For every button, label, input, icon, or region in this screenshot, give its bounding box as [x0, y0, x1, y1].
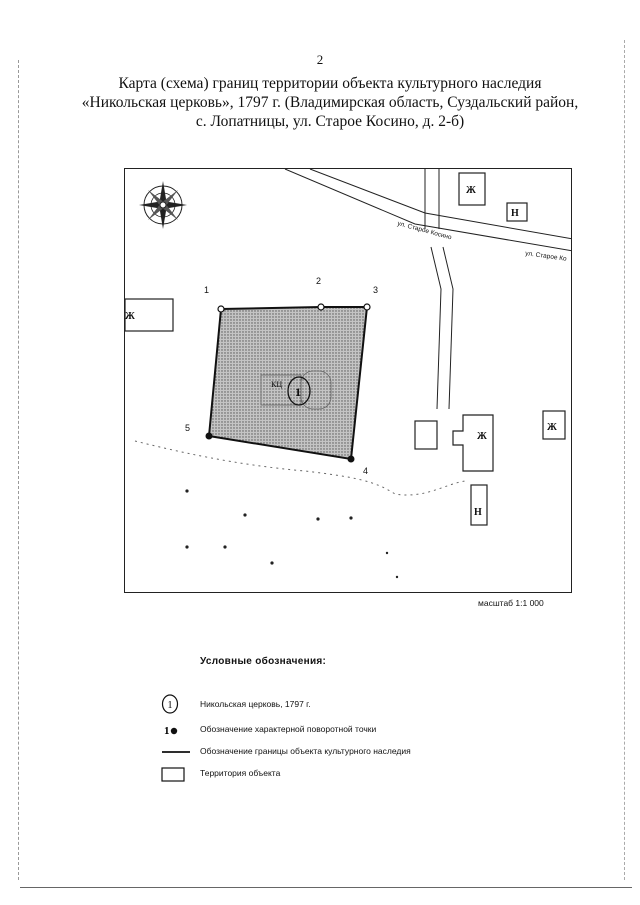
legend-text: Обозначение характерной поворотной точки — [200, 724, 377, 734]
point-label-3: 3 — [373, 285, 379, 295]
legend-text: Территория объекта — [200, 768, 281, 778]
turning-point — [218, 306, 224, 312]
title-line-1: Карта (схема) границ территории объекта культурного наследия — [118, 75, 542, 92]
building-letter: Ж — [547, 422, 557, 433]
territory-box-icon — [160, 762, 200, 784]
turning-point — [206, 433, 213, 440]
legend-marker: 1 — [167, 700, 173, 711]
building-letter: Ж — [477, 431, 487, 442]
circle-number-icon — [160, 693, 200, 715]
territory-polygon — [209, 307, 367, 459]
legend-text: Никольская церковь, 1797 г. — [200, 699, 311, 709]
building-zh-right — [543, 411, 565, 439]
boundary-line-icon — [160, 740, 200, 762]
legend-item-turning-point — [160, 718, 376, 740]
terrain-dots — [185, 489, 398, 578]
church-letters: КЦ — [271, 380, 283, 389]
page-bottom-line — [20, 887, 632, 888]
page-number: 2 — [316, 52, 324, 67]
legend-item-territory — [160, 762, 280, 784]
title-line-3: с. Лопатницы, ул. Старое Косино, д. 2-б) — [195, 113, 465, 130]
map-frame — [124, 168, 572, 593]
point-label-1: 1 — [204, 285, 210, 295]
building-letter: Н — [511, 208, 519, 219]
map-canvas — [125, 169, 572, 593]
building-letter: Н — [474, 507, 482, 518]
object-marker-number: 1 — [295, 385, 301, 399]
legend-title: Условные обозначения: — [200, 656, 327, 667]
building-small-center — [415, 421, 437, 449]
road — [285, 169, 572, 251]
building-top-right — [459, 173, 485, 205]
building-n-bottom — [471, 485, 487, 525]
turning-point — [364, 304, 370, 310]
building-n-top — [507, 203, 527, 221]
building-letter: Ж — [125, 311, 135, 322]
legend-marker: 1 — [164, 725, 170, 737]
turning-point — [348, 456, 355, 463]
turning-point — [318, 304, 324, 310]
lane — [425, 169, 453, 409]
legend-item-boundary — [160, 740, 411, 762]
turning-point-icon — [160, 718, 200, 740]
scan-edge-right — [624, 40, 626, 880]
point-label-4: 4 — [363, 466, 369, 476]
building-zh-center — [453, 415, 493, 471]
title-line-2: «Никольская церковь», 1797 г. (Владимирская область, Суздальский район, — [81, 94, 579, 111]
map-title — [60, 74, 600, 131]
legend-item-church — [160, 693, 311, 715]
compass-rose-icon — [139, 181, 187, 229]
building-letter: Ж — [466, 185, 476, 196]
scan-edge-left — [18, 60, 20, 880]
point-label-2: 2 — [316, 276, 322, 286]
building-left — [125, 299, 173, 331]
scale-label: масштаб 1:1 000 — [478, 598, 544, 608]
street-label-2: ул. Старое Ко — [524, 250, 568, 263]
street-label-1: ул. Старое Косино — [396, 220, 453, 242]
point-label-5: 5 — [185, 423, 191, 433]
legend-text: Обозначение границы объекта культурного наследия — [200, 746, 411, 756]
